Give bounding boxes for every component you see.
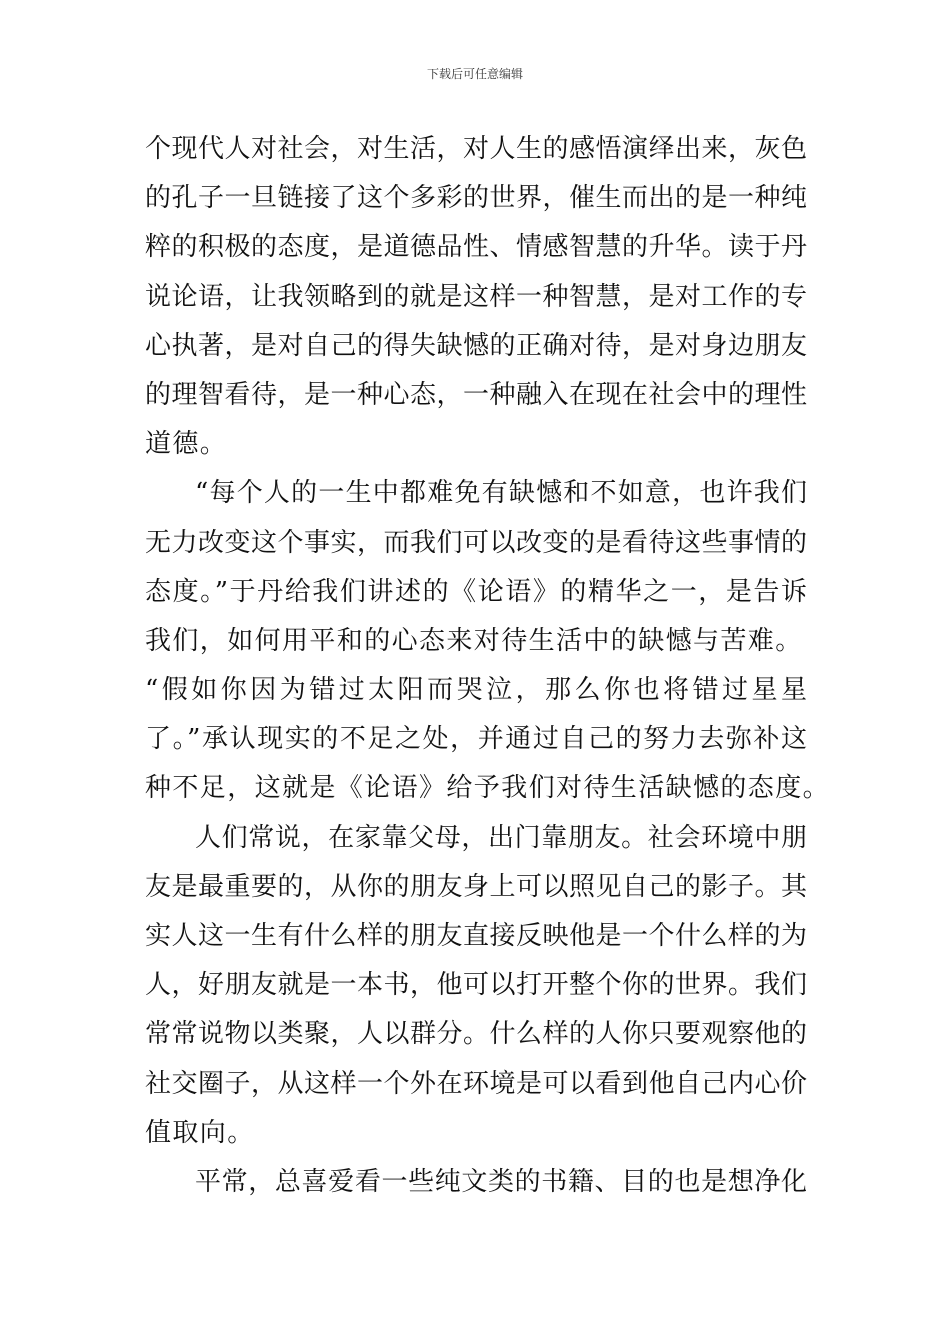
text-line: 态度。”于丹给我们讲述的《论语》的精华之一，是告诉 [145, 576, 807, 607]
text-line: 我们，如何用平和的心态来对待生活中的缺憾与苦难。 [145, 625, 803, 656]
text-line: 值取向。 [145, 1117, 255, 1148]
text-line: “每个人的一生中都难免有缺憾和不如意，也许我们 [195, 478, 807, 509]
text-line: 平常，总喜爱看一些纯文类的书籍、目的也是想净化 [195, 1166, 807, 1197]
text-line: 了。”承认现实的不足之处，并通过自己的努力去弥补这 [145, 724, 807, 755]
body-text [145, 125, 831, 1207]
text-line: 心执著，是对自己的得失缺憾的正确对待，是对身边朋友 [145, 330, 807, 361]
text-line: 个现代人对社会，对生活，对人生的感悟演绎出来，灰色 [145, 134, 807, 164]
page-header: 下载后可任意编辑 [426, 67, 523, 81]
text-line: 说论语，让我领略到的就是这样一种智慧，是对工作的专 [145, 281, 807, 312]
text-line: 社交圈子，从这样一个外在环境是可以看到他自己内心价 [145, 1068, 807, 1099]
text-line: 友是最重要的，从你的朋友身上可以照见自己的影子。其 [145, 871, 807, 902]
text-line: 的孔子一旦链接了这个多彩的世界，催生而出的是一种纯 [145, 183, 807, 214]
text-line: “假如你因为错过太阳而哭泣，那么你也将错过星星 [145, 675, 807, 706]
text-line: 道德。 [145, 429, 228, 460]
text-line: 实人这一生有什么样的朋友直接反映他是一个什么样的为 [145, 921, 807, 951]
text-line: 常常说物以类聚，人以群分。什么样的人你只要观察他的 [145, 1019, 807, 1050]
text-line: 人，好朋友就是一本书，他可以打开整个你的世界。我们 [145, 970, 807, 1001]
text-line: 无力改变这个事实，而我们可以改变的是看待这些事情的 [145, 527, 807, 558]
text-line: 人们常说，在家靠父母，出门靠朋友。社会环境中朋 [195, 822, 807, 853]
text-line: 的理智看待，是一种心态，一种融入在现在社会中的理性 [145, 379, 807, 410]
text-line: 种不足，这就是《论语》给予我们对待生活缺憾的态度。 [145, 773, 831, 804]
text-line: 粹的积极的态度，是道德品性、情感智慧的升华。读于丹 [145, 232, 807, 263]
